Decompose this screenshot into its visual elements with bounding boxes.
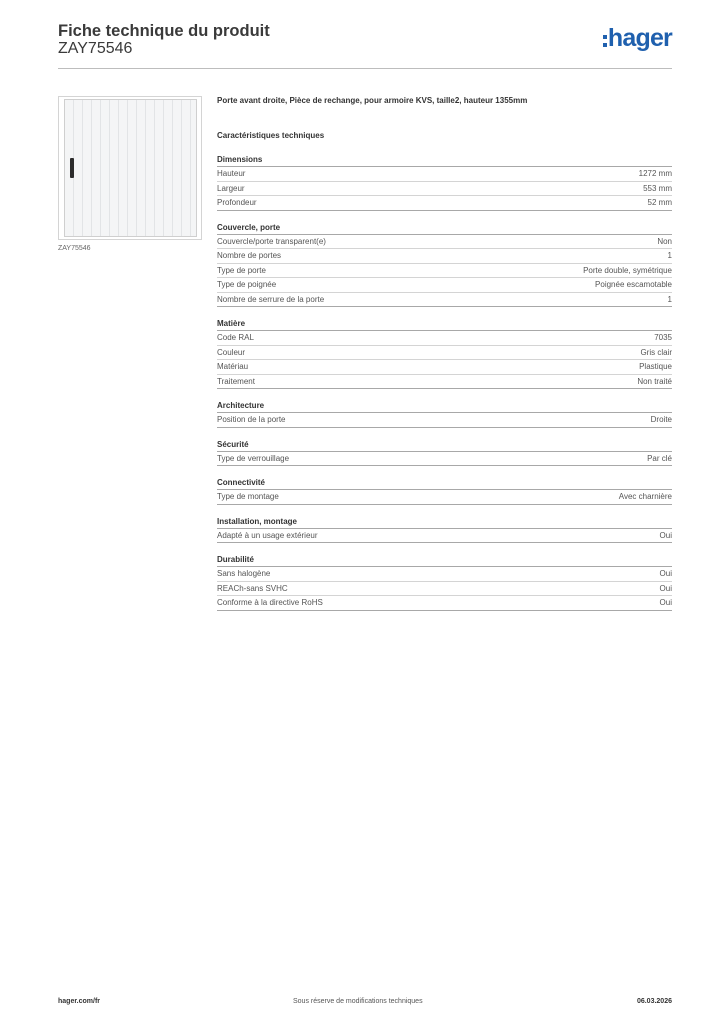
image-caption: ZAY75546 [58,245,91,252]
spec-label: Couleur [217,347,246,357]
spec-sections [217,154,672,611]
spec-section [217,516,672,544]
spec-value: 553 mm [643,183,672,193]
spec-value: 1 [667,294,672,304]
spec-value: Non [657,236,672,246]
spec-row [217,249,672,264]
spec-row [217,529,672,544]
section-title: Durabilité [217,554,672,567]
spec-row [217,346,672,361]
spec-label: Couvercle/porte transparent(e) [217,236,326,246]
spec-row [217,235,672,250]
section-title: Architecture [217,400,672,413]
spec-value: Avec charnière [618,492,672,501]
spec-label: Matériau [217,362,249,371]
spec-section [217,154,672,211]
spec-section [217,222,672,308]
spec-content [217,94,672,611]
spec-row [217,293,672,308]
door-panel-illustration [64,99,197,237]
section-title: Dimensions [217,154,672,167]
spec-value: Porte double, symétrique [583,265,672,275]
spec-value: Oui [659,569,672,578]
spec-label: Type de montage [217,492,279,501]
spec-row [217,278,672,293]
spec-label: Conforme à la directive RoHS [217,598,323,607]
spec-row [217,196,672,211]
spec-value: Par clé [647,453,672,463]
logo-colon-icon [603,35,607,47]
footer-date: 06.03.2026 [636,998,672,1005]
spec-row [217,490,672,505]
spec-row [217,182,672,197]
spec-row [217,596,672,611]
section-title: Installation, montage [217,516,672,529]
spec-section [217,439,672,467]
product-image [58,96,202,240]
spec-row [217,264,672,279]
product-description: Porte avant droite, Pièce de rechange, pour armoire KVS, taille2, hauteur 1355mm [217,96,528,105]
spec-value: Droite [650,415,672,424]
spec-value: 7035 [654,333,672,342]
spec-label: Hauteur [217,169,246,178]
spec-row [217,452,672,467]
spec-section [217,318,672,389]
page-title: Fiche technique du produit [58,22,270,40]
spec-row [217,582,672,597]
spec-section [217,477,672,505]
spec-value: 1272 mm [638,169,672,178]
spec-label: Largeur [217,183,245,193]
tech-specs-heading: Caractéristiques techniques [217,131,325,140]
spec-value: Gris clair [640,347,672,357]
spec-value: Oui [659,530,672,540]
spec-value: Oui [659,583,672,593]
section-title: Connectivité [217,477,672,490]
spec-label: Sans halogène [217,569,271,578]
section-title: Couvercle, porte [217,222,672,235]
spec-value: Oui [659,598,672,607]
spec-row [217,331,672,346]
spec-label: Adapté à un usage extérieur [217,530,318,540]
spec-value: Poignée escamotable [595,280,672,289]
spec-label: Type de porte [217,265,266,275]
spec-section [217,400,672,428]
spec-value: Plastique [639,362,672,371]
spec-row [217,360,672,375]
spec-section [217,554,672,611]
spec-label: Code RAL [217,333,254,342]
spec-row [217,375,672,390]
header-divider [58,68,672,69]
hager-logo [603,26,672,51]
spec-label: Position de la porte [217,415,286,424]
section-title: Sécurité [217,439,672,452]
spec-row [217,413,672,428]
spec-label: Type de poignée [217,280,277,289]
spec-row [217,167,672,182]
spec-value: 1 [667,251,672,260]
door-handle-icon [70,158,74,178]
product-reference: ZAY75546 [58,40,133,57]
spec-label: Nombre de portes [217,251,282,260]
spec-label: REACh-sans SVHC [217,583,288,593]
spec-label: Profondeur [217,198,257,207]
spec-label: Type de verrouillage [217,453,290,463]
logo-text: hager [607,24,672,52]
spec-row [217,567,672,582]
spec-label: Nombre de serrure de la porte [217,294,325,304]
section-title: Matière [217,318,672,331]
footer-notice: Sous réserve de modifications techniques [293,998,423,1005]
spec-value: 52 mm [647,198,672,207]
footer-website: hager.com/fr [58,998,101,1005]
spec-label: Traitement [217,376,255,386]
spec-value: Non traité [637,376,672,386]
